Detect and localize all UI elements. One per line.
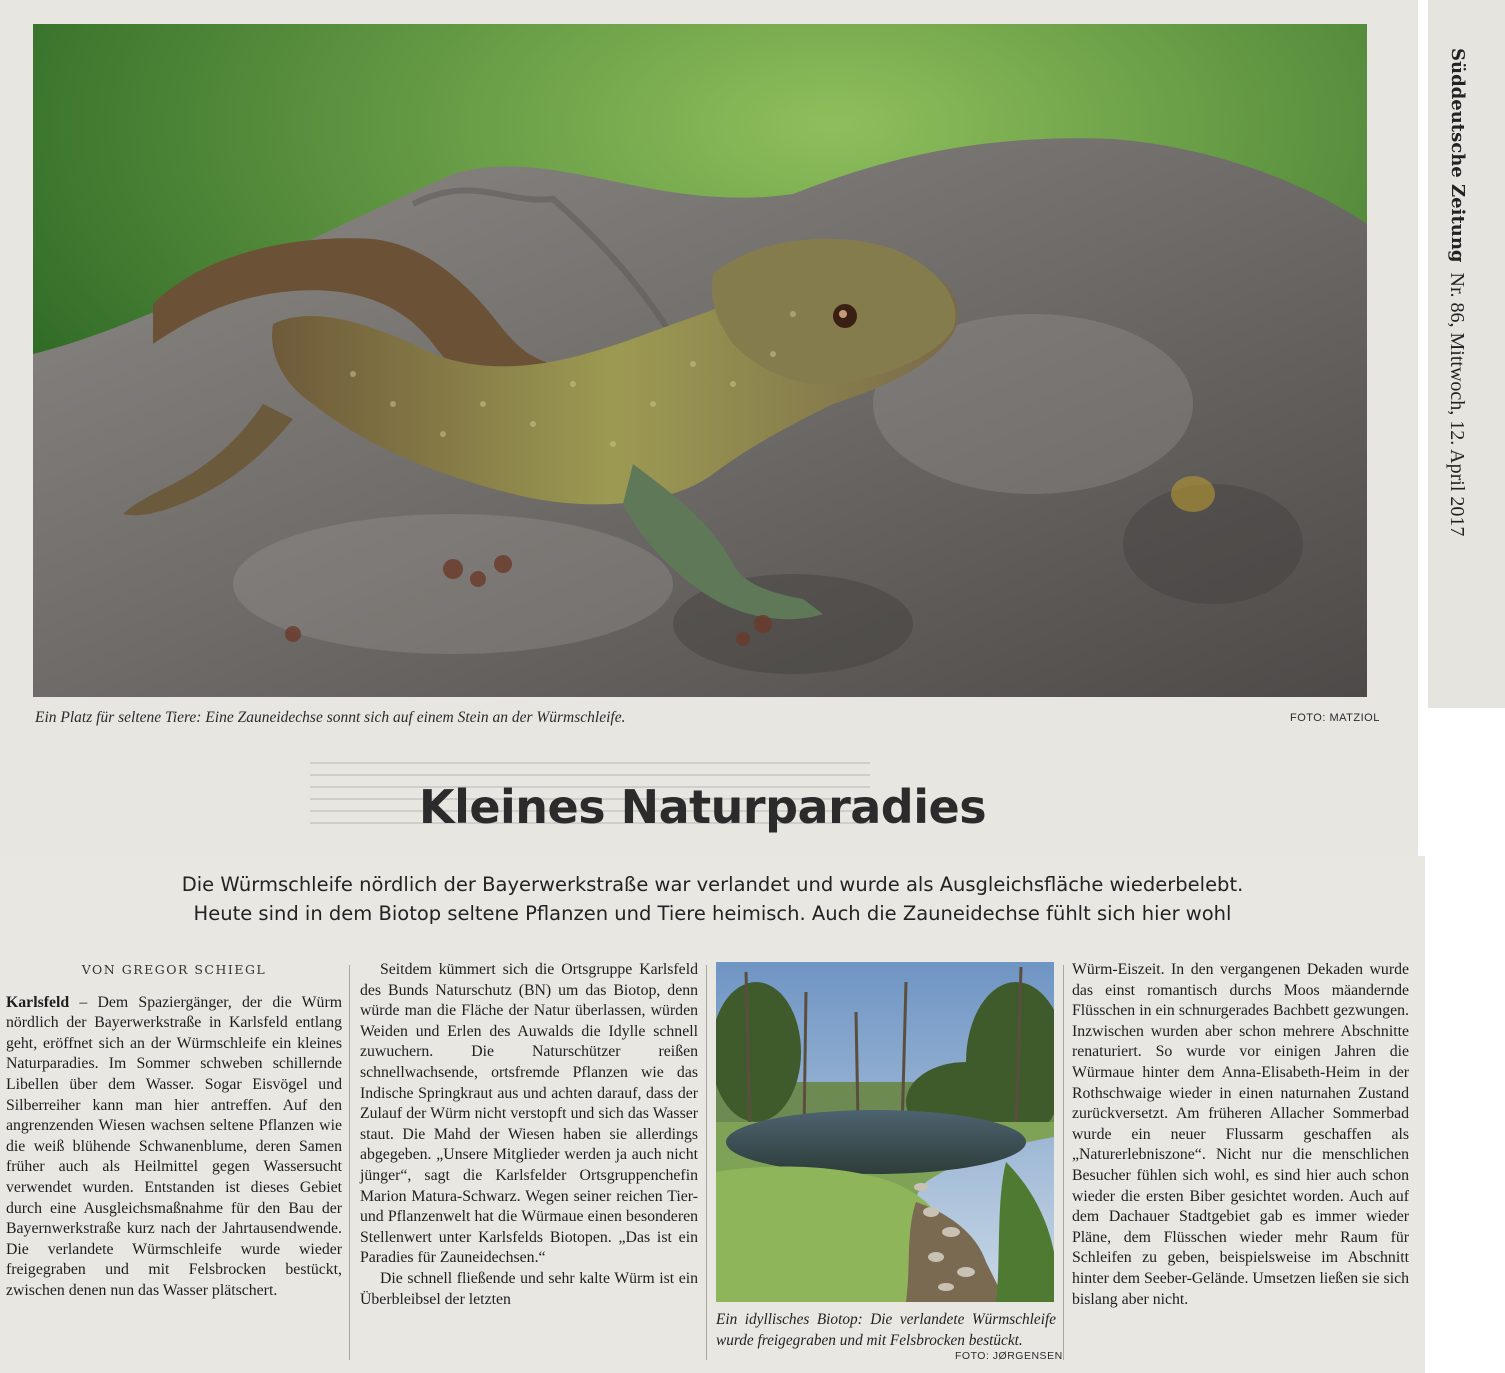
article-column-1 bbox=[6, 960, 342, 1302]
article-paragraph bbox=[1072, 960, 1409, 1310]
article-paragraph bbox=[360, 1269, 698, 1310]
column-2-paragraph-1: Seitdem kümmert sich die Ortsgruppe Karlsfeld des Bunds Naturschutz (BN) um das Biotop, denn würde man die Fläche der Natur überlassen, würden Weiden und Erlen des Auwalds die Idylle schnell zuwuchern. Die Naturschützer reißen schnellwachsende, ortsfremde Pflanzen wie das Indische Springkraut aus und achten darauf, dass der Zulauf der Würm nicht verstopft und sich das Wasser staut. Die Mahd der Wiesen haben sie allerdings abgegeben. „Unsere Mitglieder werden ja auch nicht jünger“, sagt die Karlsfelder Ortsgruppenchefin Marion Matura-Schwarz. Wegen seiner reichen Tier- und Pflanzenwelt hat die Würmaue einen besonderen Stellenwert unter Karlsfelds Biotopen. „Das ist ein Paradies für Zauneidechsen.“ bbox=[360, 961, 698, 1267]
column-divider bbox=[706, 965, 707, 1360]
subheadline bbox=[0, 870, 1425, 928]
subheadline-line-2: Heute sind in dem Biotop seltene Pflanzen und Tiere heimisch. Auch die Zauneidechse fühlt sich hier wohl bbox=[193, 902, 1232, 925]
subheadline-line-1: Die Würmschleife nördlich der Bayerwerkstraße war verlandet und wurde als Ausgleichsfläche wiederbelebt. bbox=[181, 873, 1244, 896]
biotope-photo bbox=[716, 962, 1054, 1302]
headline: Kleines Naturparadies bbox=[418, 780, 987, 834]
main-photo-caption: Ein Platz für seltene Tiere: Eine Zauneidechse sonnt sich auf einem Stein an der Würmschleife. bbox=[35, 709, 626, 726]
masthead bbox=[1433, 40, 1481, 560]
biotope-photo-credit: FOTO: JØRGENSEN bbox=[955, 1350, 1063, 1362]
biotope-photo-caption: Ein idyllisches Biotop: Die verlandete Würmschleife wurde freigegraben und mit Felsbrocken bestückt. bbox=[716, 1311, 1056, 1349]
article-paragraph bbox=[360, 960, 698, 1269]
main-photo-credit: FOTO: MATZIOL bbox=[1290, 712, 1380, 724]
column-divider bbox=[349, 965, 350, 1360]
newspaper-name: Süddeutsche Zeitung bbox=[1447, 48, 1468, 263]
lizard-photo-illustration bbox=[33, 24, 1367, 697]
dateline: Karlsfeld bbox=[6, 993, 70, 1011]
article-paragraph bbox=[6, 993, 342, 1302]
column-divider bbox=[1063, 965, 1064, 1360]
article-column-4 bbox=[1072, 960, 1409, 1310]
biotope-photo-illustration bbox=[716, 962, 1054, 1302]
column-2-paragraph-2: Die schnell fließende und sehr kalte Würm ist ein Überbleibsel der letzten bbox=[360, 1269, 698, 1308]
column-1-text: – Dem Spaziergänger, der die Würm nördlich der Bayerwerkstraße in Karlsfeld entlang geht, eröffnet sich an der Würmschleife ein kleines Naturparadies. Im Sommer schweben schillernde Libellen über dem Wasser. Sogar Eisvögel und Silberreiher kann man hier antreffen. Auf den angrenzenden Wiesen wachsen seltene Pflanzen wie die weiß blühende Schwanenblume, deren Samen früher auch als Heilmittel gegen Wassersucht verwendet wurden. Entstanden ist dieses Gebiet durch eine Ausgleichsmaßnahme für den Bau der Bayernwerkstraße kurz nach der Jahrtausendwende. Die verlandete Würmschleife wurde wieder freigegraben und mit Felsbrocken bestückt, zwischen denen nun das Wasser plätschert. bbox=[6, 993, 342, 1299]
byline: VON GREGOR SCHIEGL bbox=[81, 962, 267, 977]
article-column-2 bbox=[360, 960, 698, 1310]
lizard-photo bbox=[33, 24, 1367, 697]
issue-date: Nr. 86, Mittwoch, 12. April 2017 bbox=[1446, 272, 1468, 537]
column-4-text: Würm-Eiszeit. In den vergangenen Dekaden wurde das einst romantisch durchs Moos mäandernde Flüsschen in ein schnurgerades Bachbett gezwungen. Inzwischen wurden aber schon mehrere Abschnitte renaturiert. So wurde vor einigen Jahren die Würmaue hinter dem Anna-Elisabeth-Heim in der Rothschwaige wieder in einen naturnahen Zustand zurückversetzt. Am früheren Allacher Sommerbad wurde ein neuer Flussarm geschaffen als „Naturerlebniszone“. Nicht nur die menschlichen Besucher fühlen sich wohl, es sind hier auch schon wieder die ersten Biber gesichtet worden. Auch auf dem Dachauer Stadtgebiet gab es immer wieder Pläne, dem Flüsschen wieder mehr Raum für Schleifen zu geben, beispielsweise im Abschnitt hinter dem Seeber-Gelände. Umsetzen ließen sie sich bislang aber nicht. bbox=[1072, 961, 1409, 1308]
